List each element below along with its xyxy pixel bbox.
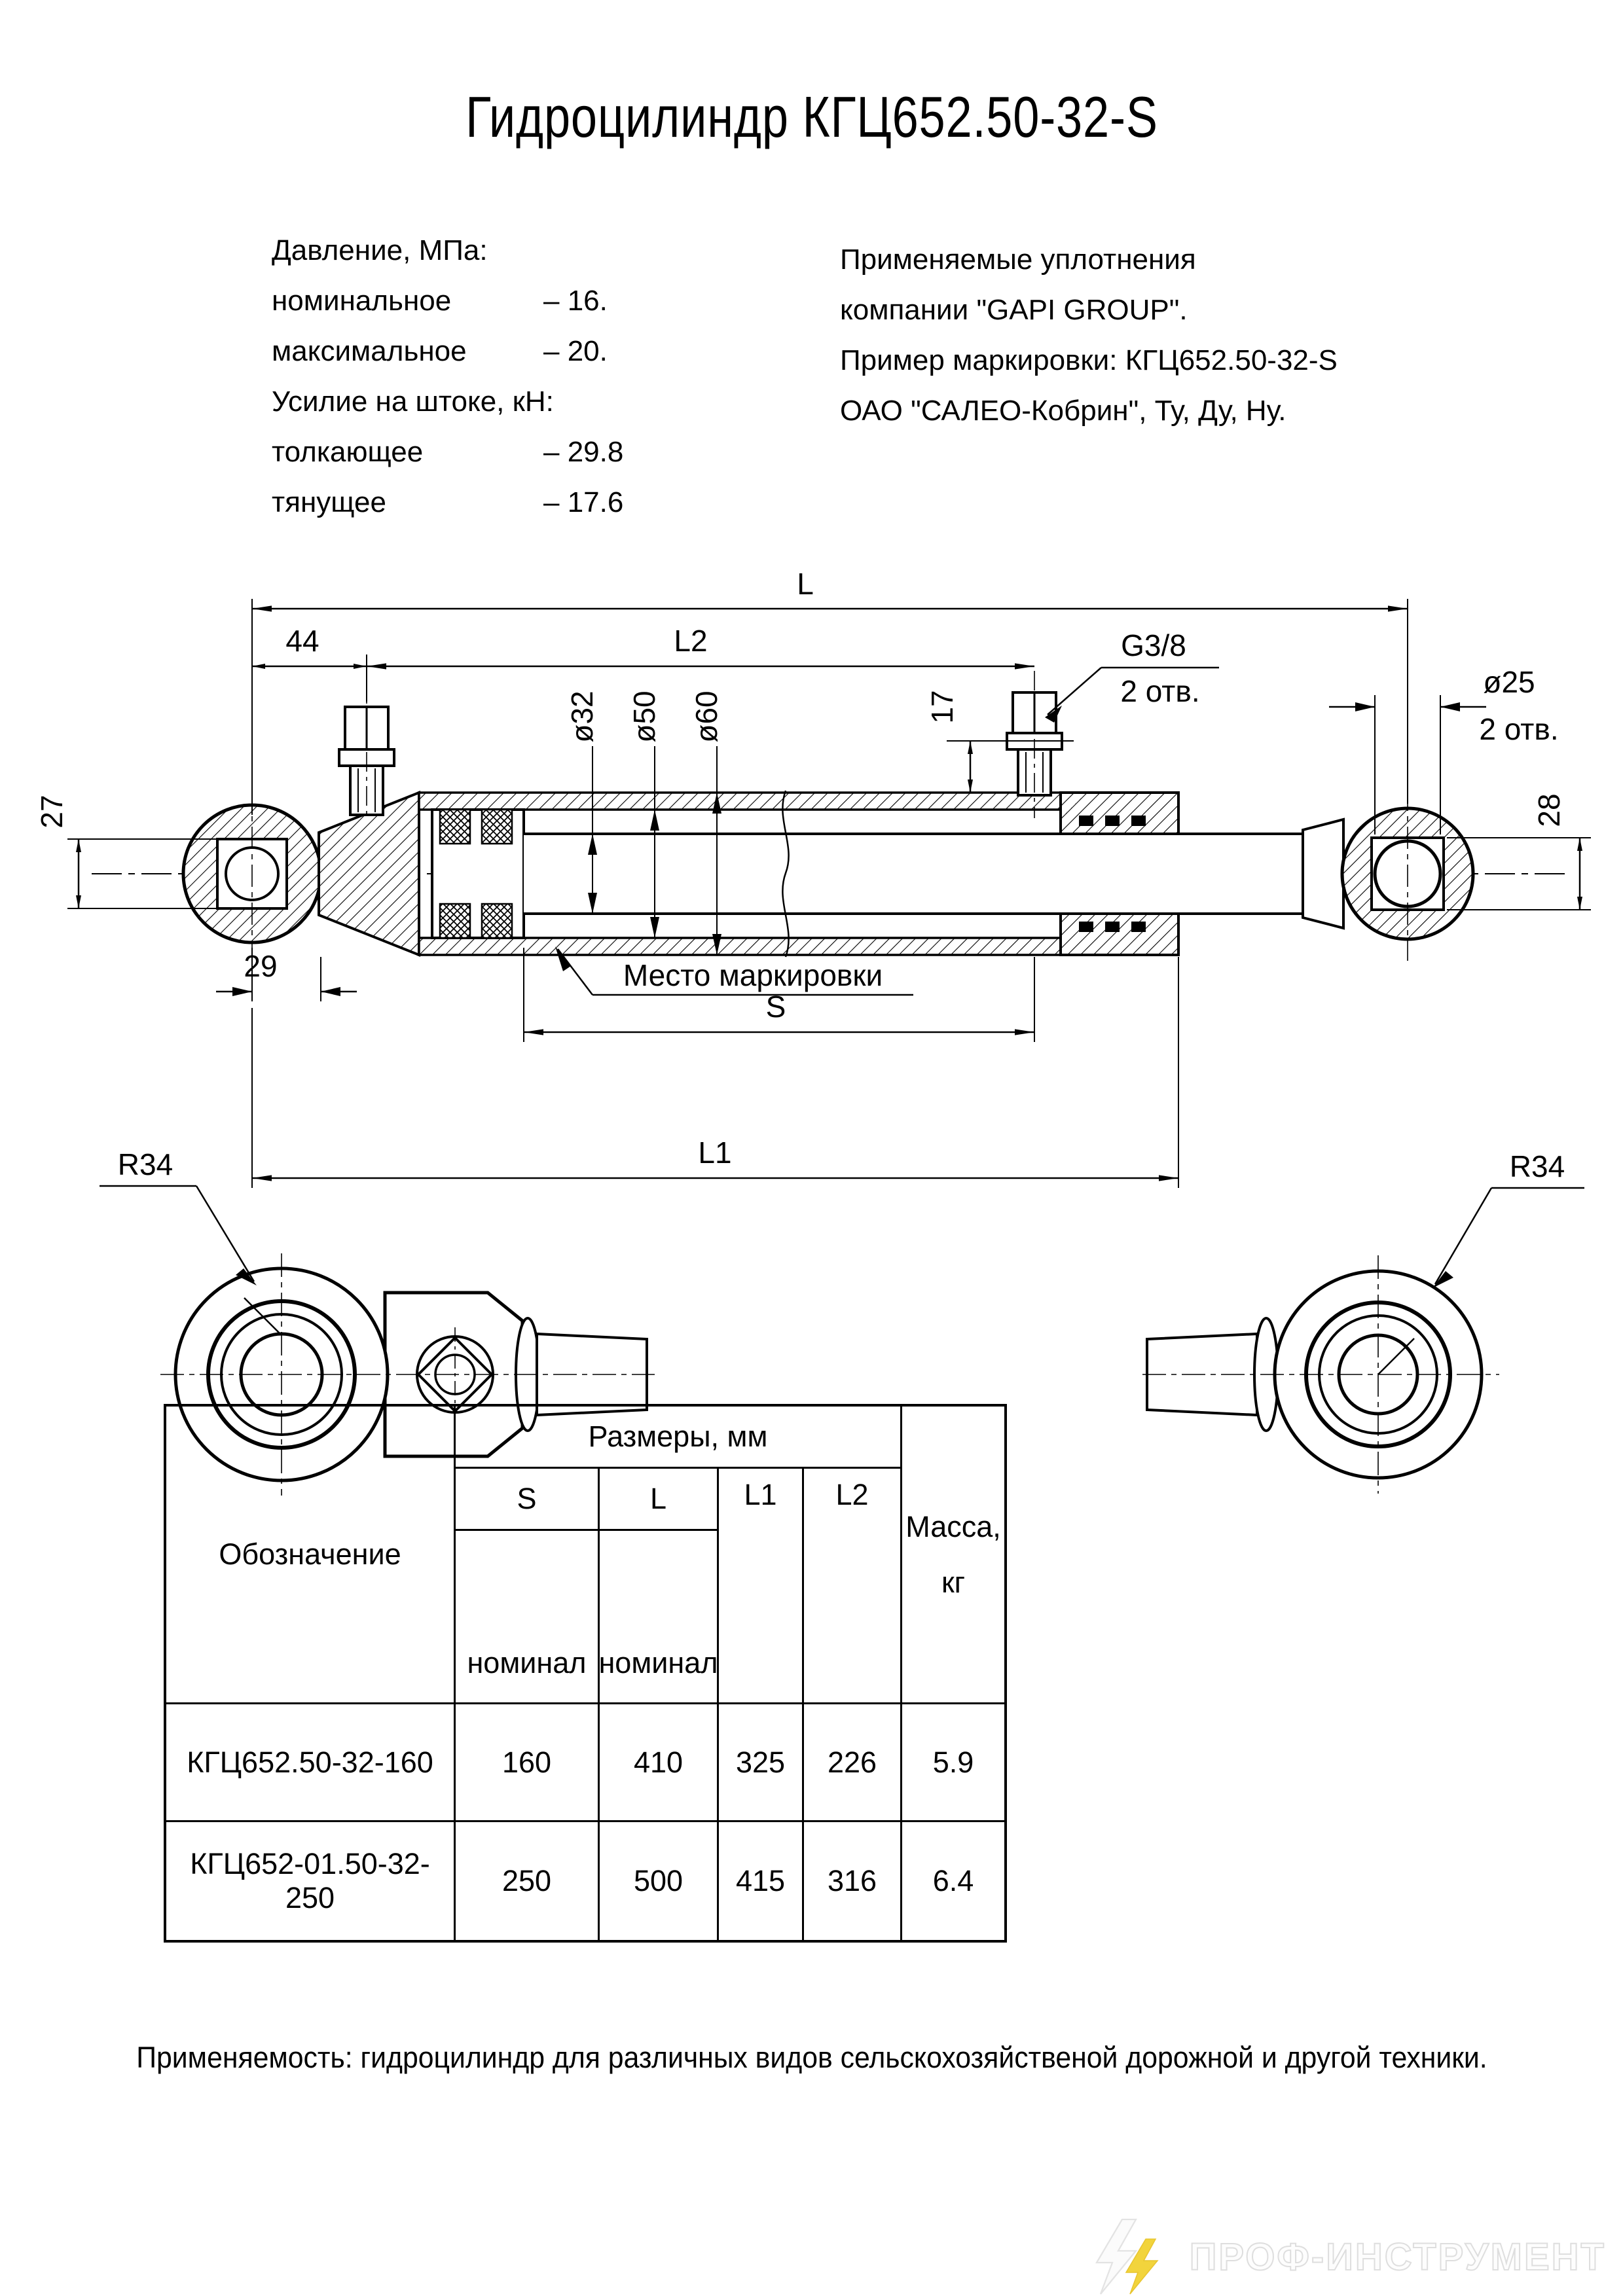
dim-L-label: L [797,567,814,601]
table-header-l2: L2 [804,1469,902,1704]
piston [432,810,524,938]
dimensions-table [164,1404,1007,1943]
dia-50-label: ø50 [627,691,661,743]
dim-17-label: 17 [925,690,959,724]
spec-label: толкающее [272,436,424,468]
dia-32-label: ø32 [565,691,599,743]
table-row-l1: 415 [719,1822,804,1940]
spec-line: Применяемые уплотнения [840,243,1196,276]
table-row-l2: 226 [804,1704,902,1822]
spec-value: – 16. [543,285,608,317]
spec-row-nominal [272,285,691,335]
spec-header-pressure: Давление, МПа: [272,234,488,266]
dim-L2-label: L2 [674,624,708,658]
cylinder-technical-drawing [0,563,1623,1545]
table-row-s: 250 [456,1822,600,1940]
spec-line: Пример маркировки: КГЦ652.50-32-S [840,344,1338,376]
table-subheader-nominal-s: номинал [456,1531,600,1704]
dim-27-label: 27 [35,795,69,829]
table-row-s: 160 [456,1704,600,1822]
applicability-note: Применяемость: гидроцилиндр для различных видов сельскохозяйственой дорожной и другой техники. [136,2041,1487,2074]
table-row-l: 410 [600,1704,719,1822]
dim-S-label: S [765,990,786,1024]
table-header-mass [902,1407,1004,1704]
table-row-l1: 325 [719,1704,804,1822]
radius-left-label: R34 [117,1147,173,1181]
port-fitting-left [339,684,394,818]
spec-value: – 29.8 [543,436,624,468]
marking-place-label: Место маркировки [623,958,883,992]
spec-value: – 20. [543,335,608,367]
table-header-sizes: Размеры, мм [456,1407,902,1469]
table-row-mass: 6.4 [932,1864,974,1897]
table-subheader-nominal-l: номинал [600,1531,719,1704]
page-title: Гидроцилиндр КГЦ652.50-32-S [465,84,1158,149]
spec-row-maximal [272,335,691,386]
dim-29-label: 29 [244,949,278,983]
cap-cone [319,793,419,955]
port-holes-label: 2 отв. [1120,674,1200,708]
table-header-l: L [600,1469,719,1531]
dim-28-label: 28 [1532,793,1566,827]
spec-line: ОАО "САЛЕО-Кобрин", Ту, Ду, Ну. [840,395,1286,427]
spec-label: максимальное [272,335,467,367]
spec-row-pull [272,486,691,537]
table-row-mass: 5.9 [902,1704,1004,1822]
piston-rod [524,834,1303,914]
spec-label: тянущее [272,486,386,518]
table-row-designation: КГЦ652.50-32-160 [166,1704,456,1822]
spec-line: компании "GAPI GROUP". [840,294,1188,326]
table-header-l1: L1 [719,1469,804,1704]
spec-row-push [272,436,691,486]
table-row-l2: 316 [804,1822,902,1940]
main-section-view [92,671,1571,961]
eye-dia-label: ø25 [1483,665,1535,699]
mass-label-line2: кг [941,1566,966,1599]
mass-label-line1: Масса, [905,1509,1001,1543]
table-row-designation: КГЦ652-01.50-32-250 [166,1822,456,1940]
eye-holes-label: 2 отв. [1479,712,1559,746]
table-row-l: 500 [600,1822,719,1940]
dia-60-label: ø60 [689,691,723,743]
seals-marking-specs [840,234,1377,436]
lightning-bolt-icon [1085,2217,1183,2296]
pressure-force-specs [272,234,691,537]
radius-right-label: R34 [1509,1149,1565,1183]
watermark [1085,2217,1606,2296]
dim-L1-label: L1 [698,1136,732,1170]
table-header-designation: Обозначение [166,1407,456,1704]
spec-header-force: Усилие на штоке, кН: [272,386,554,418]
spec-value: – 17.6 [543,486,624,518]
dim-44-label: 44 [285,624,319,658]
right-eye-end-view [1142,1149,1584,1494]
watermark-text: ПРОФ-ИНСТРУМЕНТ [1189,2235,1606,2278]
port-thread-label: G3/8 [1121,628,1186,662]
spec-label: номинальное [272,285,452,317]
rod-end-collar [1303,819,1343,928]
table-header-s: S [456,1469,600,1531]
